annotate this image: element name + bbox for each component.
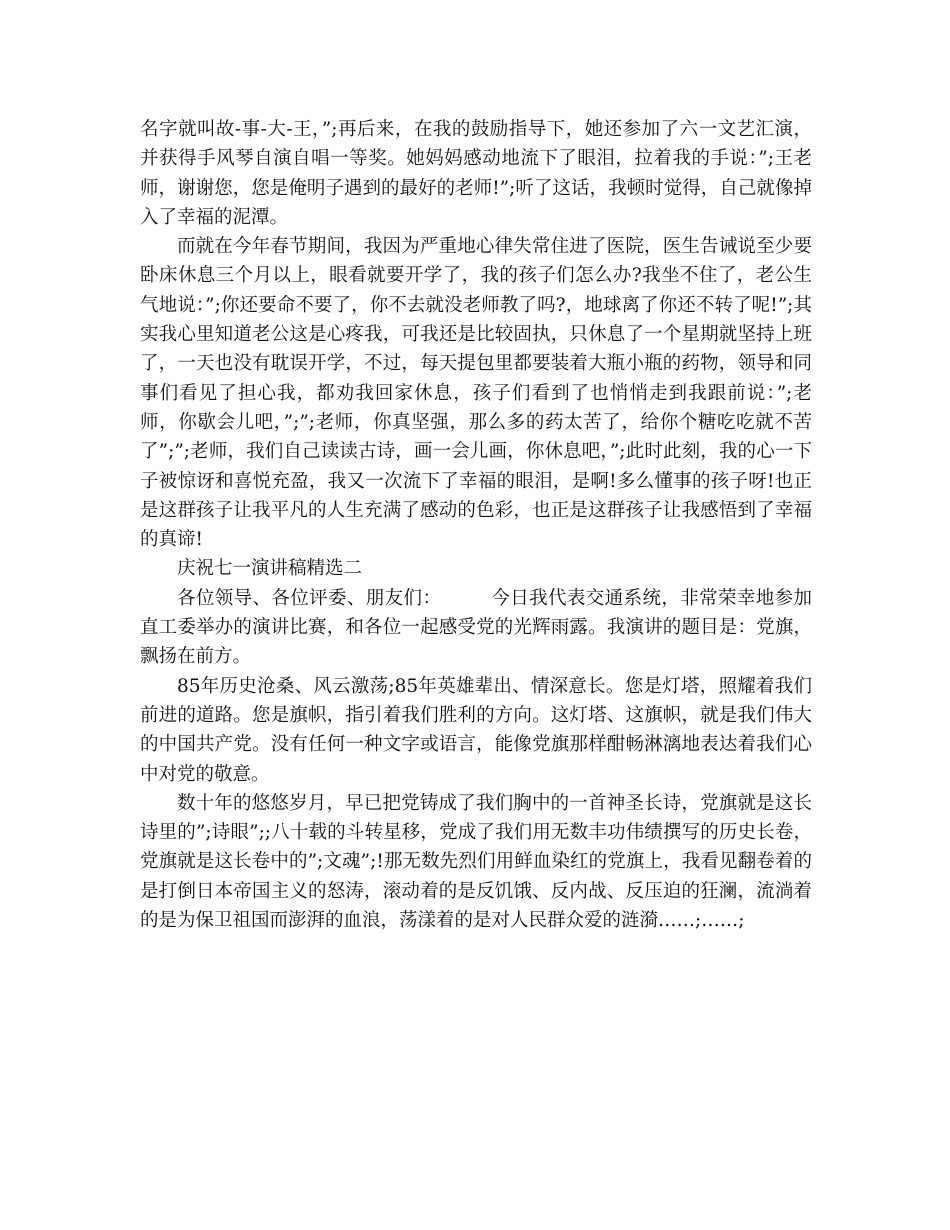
document-page [140,115,812,935]
paragraph: 各位领导、各位评委、朋友们： 今日我代表交通系统，非常荣幸地参加直工委举办的演讲比赛，和各位一起感受党的光辉雨露。我演讲的题目是：党旗，飘扬在前方。 [140,587,812,668]
paragraph: 85年历史沧桑、风云激荡;85年英雄辈出、情深意长。您是灯塔，照耀着我们前进的道路。您是旗帜，指引着我们胜利的方向。这灯塔、这旗帜，就是我们伟大的中国共产党。没有任何一种文字或语言，能像党旗那样酣畅淋漓地表达着我们心中对党的敬意。 [140,675,812,785]
paragraph: 数十年的悠悠岁月，早已把党铸成了我们胸中的一首神圣长诗，党旗就是这长诗里的”;诗眼”;;八十载的斗转星移，党成了我们用无数丰功伟绩撰写的历史长卷，党旗就是这长卷中的”;文魂”;!那无数先烈们用鲜血染红的党旗上，我看见翻卷着的是打倒日本帝国主义的怒涛，滚动着的是反饥饿、反内战、反压迫的狂澜，流淌着的是为保卫祖国而澎湃的血浪，荡漾着的是对人民群众爱的涟漪……;……; [140,792,812,932]
section-heading: 庆祝七一演讲稿精选二 [177,558,363,580]
paragraph: 名字就叫故-事-大-王，”;再后来，在我的鼓励指导下，她还参加了六一文艺汇演，并获得手风琴自演自唱一等奖。她妈妈感动地流下了眼泪，拉着我的手说：”;王老师，谢谢您，您是俺明子遇到的最好的老师!”;听了这话，我顿时觉得，自己就像掉入了幸福的泥潭。 [140,119,812,228]
paragraph: 而就在今年春节期间，我因为严重地心律失常住进了医院，医生告诫说至少要卧床休息三个月以上，眼看就要开学了，我的孩子们怎么办?我坐不住了，老公生气地说：”;你还要命不要了，你不去就没老师教了吗?，地球离了你还不转了呢!”;其实我心里知道老公这是心疼我，可我还是比较固执，只休息了一个星期就坚持上班了，一天也没有耽误开学，不过，每天提包里都要装着大瓶小瓶的药物，领导和同事们看见了担心我，都劝我回家休息，孩子们看到了也悄悄走到我跟前说：”;老师，你歇会儿吧，”;”;老师，你真坚强，那么多的药太苦了，给你个糖吃吃就不苦了”;”;老师，我们自己读读古诗，画一会儿画，你休息吧，”;此时此刻，我的心一下子被惊讶和喜悦充盈，我又一次流下了幸福的眼泪，是啊!多么懂事的孩子呀!也正是这群孩子让我平凡的人生充满了感动的色彩，也正是这群孩子让我感悟到了幸福的真谛! [140,236,812,551]
